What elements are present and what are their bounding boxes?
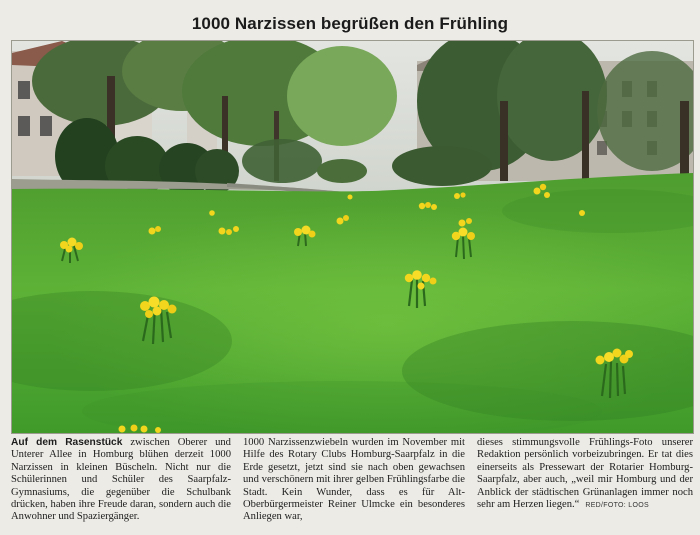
article-column-1 <box>11 437 231 524</box>
article-column-3 <box>477 437 693 512</box>
article-column-2 <box>243 437 465 524</box>
article-column-1-text: zwischen Oberer und Unterer Allee in Homburg blühen derzeit 1000 Narzissen in kleinen Büscheln. Nicht nur die Schülerinnen und Schüler des Saarpfalz-Gymnasiums, die gegenüber die Schulbank drücken, haben ihre Freude daran, sondern auch die Anwohner und Spaziergänger. <box>11 437 231 523</box>
daffodil-lawn-photo <box>11 40 694 434</box>
headline: 1000 Narzissen begrüßen den Frühling <box>191 14 509 33</box>
article-column-2-text: 1000 Narzissenzwiebeln wurden im November mit Hilfe des Rotary Clubs Homburg-Saarpfalz in die Erde gesetzt, jetzt sind sie nach oben gewachsen und verschönern mit ihrer gelben Frühlingsfarbe die Stadt. Kein Wunder, dass es für Alt-Oberbürgermeister Reiner Ulmcke ein besonderes Anliegen war, <box>243 437 465 523</box>
article-body <box>11 437 695 527</box>
article-column-3-text: dieses stimmungsvolle Frühlings-Foto unserer Redaktion persönlich vorbeizubringen. Er tat dies einerseits als Pressewart der Rotarier Homburg-Saarpfalz, aber auch, „weil mir Homburg und der Anblick der städtischen Grünanlagen immer noch sehr am Herzen liegen.“ <box>477 437 693 511</box>
article-lead: Auf dem Rasenstück <box>11 437 123 448</box>
photo-credit: RED/FOTO: LOOS <box>585 502 649 510</box>
